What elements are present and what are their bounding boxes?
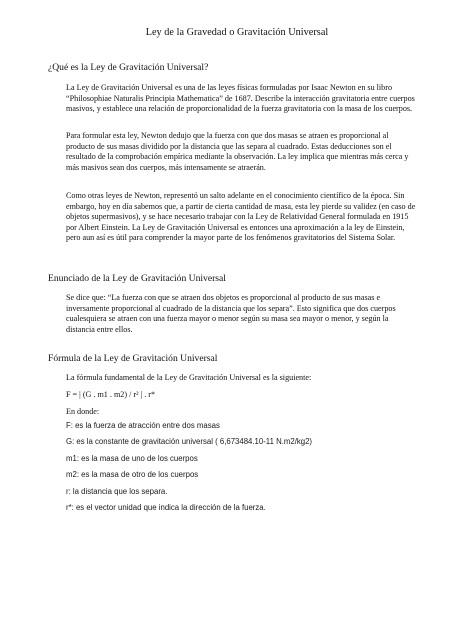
paragraph: Para formular esta ley, Newton dedujo que la fuerza con que dos masas se atraen es proporcional al producto de sus masas dividido por la distancia que las separa al cuadrado. Estas deducciones son el resultado de la comprobación empírica mediante la observación. La ley implica que mientras más cerca y más masivos sean dos cuerpos, más intensamente se atraerán. [66, 131, 409, 172]
section-heading-que-es: ¿Qué es la Ley de Gravitación Universal? [48, 62, 209, 73]
section-heading-enunciado: Enunciado de la Ley de Gravitación Universal [48, 273, 226, 284]
formula-intro: La fórmula fundamental de la Ley de Gravitación Universal es la siguiente: [66, 373, 312, 382]
formula: F = | (G . m1 . m2) / r² | . r* [66, 390, 156, 399]
formula-term-m2: m2: es la masa de otro de los cuerpos [66, 470, 199, 479]
formula-term-f: F: es la fuerza de atracción entre dos masas [66, 421, 220, 430]
document-title: Ley de la Gravedad o Gravitación Universal [145, 27, 329, 38]
formula-term-g: G: es la constante de gravitación universal ( 6,673484.10-11 N.m2/kg2) [66, 437, 313, 446]
formula-term-m1: m1: es la masa de uno de los cuerpos [66, 454, 198, 463]
formula-term-r: r: la distancia que los separa. [66, 487, 168, 496]
formula-term-r-unit: r*: es el vector unidad que indica la dirección de la fuerza. [66, 503, 266, 512]
paragraph: La Ley de Gravitación Universal es una de las leyes físicas formuladas por Isaac Newton en su libro “Philosophiae Naturalis Principia Mathematica” de 1687. Describe la interacción gravitatoria entre cuerpos masivos, y establece una relación de proporcionalidad de la fuerza gravitatoria con la masa de los cuerpos. [66, 83, 415, 114]
paragraph: Como otras leyes de Newton, representó un salto adelante en el conocimiento científico de la época. Sin embargo, hoy en día sabemos que, a partir de cierta cantidad de masa, esta ley pierde su validez (en caso de objetos supermasivos), y se hace necesario trabajar con la Ley de Relatividad General formulada en 1915 por Albert Einstein. La Ley de Gravitación Universal es entonces una aproximación a la ley de Einstein, pero aun así es útil para comprender la mayor parte de los fenómenos gravitatorios del Sistema Solar. [66, 191, 416, 243]
formula-where-label: En donde: [66, 407, 100, 416]
section-heading-formula: Fórmula de la Ley de Gravitación Universal [48, 353, 218, 364]
paragraph: Se dice que: “La fuerza con que se atraen dos objetos es proporcional al producto de sus masas e inversamente proporcional al cuadrado de la distancia que los separa”. Esto significa que dos cuerpos cualesquiera se atraen con una fuerza mayor o menor según su masa sea mayor o menor, y según la distancia entre ellos. [66, 293, 396, 334]
